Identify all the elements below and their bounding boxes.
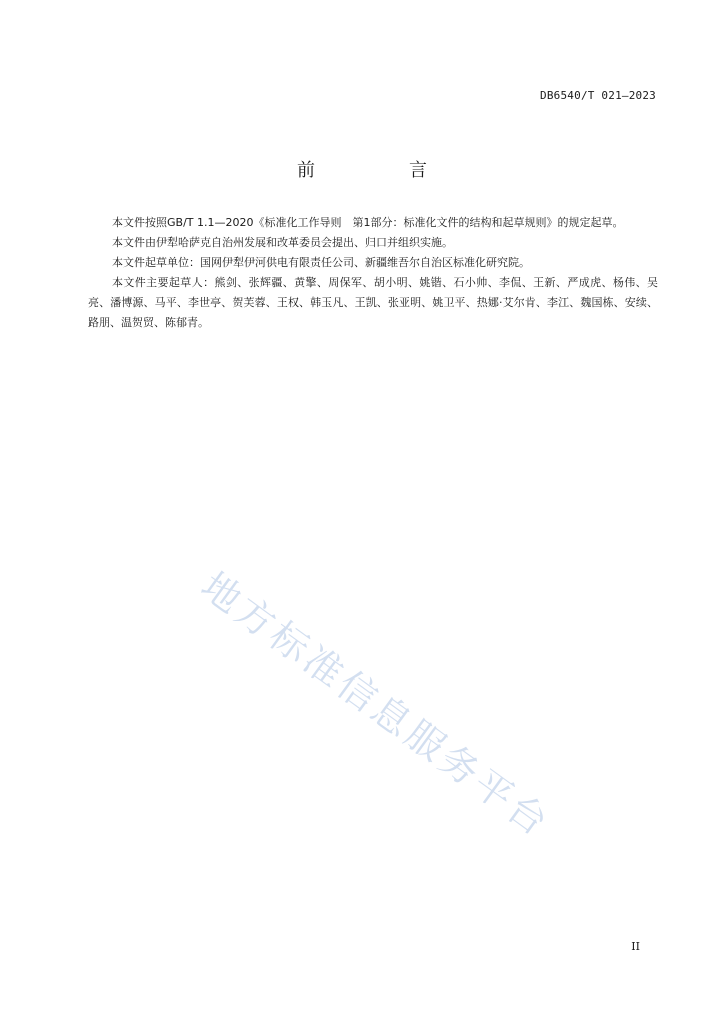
- paragraph-drafting-units: 本文件起草单位：国网伊犁伊河供电有限责任公司、新疆维吾尔自治区标准化研究院。: [112, 256, 530, 269]
- watermark: 地方标准信息服务平台: [193, 563, 559, 847]
- page-title: 前 言: [297, 160, 465, 181]
- paragraph-proposer: 本文件由伊犁哈萨克自治州发展和改革委员会提出、归口并组织实施。: [112, 236, 453, 249]
- foreword-body: [88, 213, 658, 333]
- paragraph-drafters: 本文件主要起草人：熊剑、张辉疆、黄擎、周保军、胡小明、姚锴、石小帅、李侃、王新、严成虎、杨伟、吴亮、潘博源、马平、李世亭、贺芙蓉、王权、韩玉凡、王凯、张亚明、姚卫平、热娜·艾尔肯、李江、魏国栋、安续、路朋、温贺贸、陈郁青。: [88, 276, 658, 329]
- standard-code: DB6540/T 021—2023: [540, 89, 656, 102]
- paragraph-drafting-rules: 本文件按照GB/T 1.1—2020《标准化工作导则 第1部分：标准化文件的结构和起草规则》的规定起草。: [112, 216, 624, 229]
- page-number: II: [631, 940, 640, 953]
